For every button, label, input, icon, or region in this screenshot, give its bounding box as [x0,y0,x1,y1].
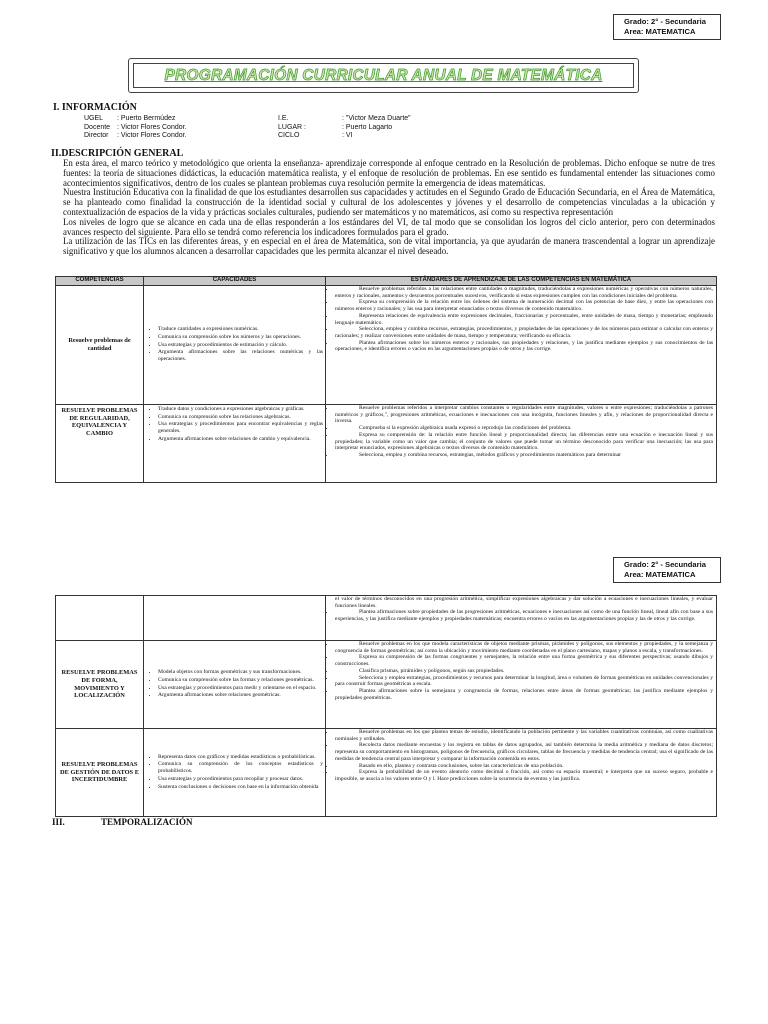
ciclo-value: : VI [342,132,353,140]
estandares-cell [326,286,717,405]
list-item: • Comunica su comprensión sobre los números y las operaciones. [158,334,323,341]
list-item: • Resuelve problemas en los que modela características de objetos mediante prismas, pirámides y polígonos, sus elementos y propiedades, y la semejanza y congruencia de formas geométricas; así como la ubicación y movimiento mediante coordenadas en el plano cartesiano, mapas y planos a escala, y transformaciones. [335,641,713,654]
list-item: • Usa estrategias y procedimientos para medir y orientarse en el espacio. [158,685,323,692]
list-item: • Usa estrategias y procedimientos para recopilar y procesar datos. [158,776,323,783]
list-item: • Argumenta afirmaciones sobre las relaciones numéricas y las operaciones. [158,349,323,362]
list-item: • Comunica su comprensión sobre las formas y relaciones geométricas. [158,677,323,684]
capacidades-cell [144,729,326,817]
ciclo-label: CICLO [278,132,300,140]
continued-text: el valor de términos desconocidos en una progresión aritmética, simplificar expresiones algebraicas y dar solución a ecuaciones e inecuaciones lineales, y evaluar funciones lineales. [335,596,713,609]
list-item: • Representa datos con gráficos y medidas estadísticas o probabilísticas. [158,754,323,761]
lugar-label: LUGAR : [278,123,307,131]
list-item: • Sustenta conclusiones o decisiones con base en la información obtenida [158,784,323,791]
list-item: • Comunica su comprensión sobre las relaciones algebraicas. [158,414,323,421]
area-label: Area: MATEMATICA [624,570,696,579]
info-values-left [117,115,187,141]
empty-cell [144,596,326,641]
estandares-cell [326,596,717,641]
table-row [56,596,717,641]
list-item: • Recolecta datos mediante encuestas y los registra en tablas de datos agrupados, así también determina la media aritmética y mediana de datos discretos; representa su comportamiento en histogramas, polígonos de frecuencia, gráficos circulares, tablas de frecuencia y medidas de tendencia central; usa el significado de las medidas de tendencia central para interpretar y comparar la información contenida en estos. [335,742,713,762]
empty-cell [56,596,144,641]
list-item: • Expresa su comprensión de la relación entre los órdenes del sistema de numeración decimal con las potencias de base diez, y entre las operaciones con números enteros y racionales; y las usa para interpretar enunciados o textos diversos de contenido matemático. [335,299,713,312]
list-item: • Resuelve problemas referidos a las relaciones entre cantidades o magnitudes, traduciéndolas a expresiones numéricas y operativas con números naturales, enteros y racionales, aumentos y descuentos porcentuales sucesivos, verificando si estas expresiones cumplen con las condiciones iniciales del problema. [335,286,713,299]
docente-value: : Victor Flores Condor. [117,123,187,131]
grade-label: Grado: 2° - Secundaria [624,17,706,26]
general-description [63,159,715,257]
temporalizacion-heading: TEMPORALIZACIÓN [101,817,193,827]
list-item: • Basado en ello, plantea y contrasta conclusiones, sobre las características de una población. [335,763,713,770]
ie-label: I.E. [278,115,289,122]
ugel-label: UGEL [84,115,104,122]
competencia-cell: RESUELVE PROBLEMAS DE FORMA, MOVIMIENTO Y LOCALIZACIÓN [56,641,144,729]
director-value: : Victor Flores Condor. [117,132,187,140]
list-item: • Traduce cantidades a expresiones numéricas. [158,326,323,333]
col-header: CAPACIDADES [144,277,326,286]
ie-value: : "Victor Meza Duarte" [342,115,411,122]
list-item: • Expresa la probabilidad de un evento aleatorio como decimal o fracción, así como su espacio muestral; e interpreta que un suceso seguro, probable e imposible, se asocia a los valores entre O y l. Hace predicciones sobre la ocurrencia de eventos y las justifica. [335,769,713,782]
list-item: • Usa estrategias y procedimientos para encontrar equivalencias y reglas generales. [158,421,323,434]
competencia-cell: RESUELVE PROBLEMAS DE GESTIÓN DE DATOS E INCERTIDUMBRE [56,729,144,817]
page-title: PROGRAMACIÓN CURRICULAR ANUAL DE MATEMÁTICA [133,63,634,88]
list-item: • Resuelve problemas en los que plantea temas de estudio, identificando la población pertinente y las variables cuantitativas continúas, así como cualitativas nominales y ordinales. [335,729,713,742]
capacidades-cell [144,641,326,729]
info-labels-left [84,115,110,141]
area-label: Area: MATEMATICA [624,27,696,36]
competencias-table [55,276,717,483]
grade-box [613,557,721,583]
list-item: • Selecciona, emplea y combina recursos, estrategias, procedimientos, y propiedades de las operaciones y de los números para estimar o calcular con enteros y racionales; y realizar conversiones entre unidades de masa, tiempo y temperatura; verificando su eficacia. [335,326,713,339]
paragraph: Los niveles de logro que se alcance en cada una de ellas responderán a los estándares del VI, de tal modo que se consolidan los logros del ciclo anterior, pero con determinados avances respecto del siguiente. Para ello se tendrá como referencia los indicadores formulados para el grado. [63,216,715,237]
info-values-right [342,115,411,141]
list-item: • Selecciona y emplea estrategias, procedimientos y recursos para determinar la longitud, área o volumen de formas geométricas en unidades convencionales y para construir formas geométricas a escala. [335,675,713,688]
capacidades-cell [144,405,326,483]
general-heading: II.DESCRIPCIÓN GENERAL [51,148,184,159]
paragraph: La utilización de las TICs en las diferentes áreas, y en especial en el área de Matemática, son de vital importancia, ya que ayudarán de manera trascendental a lograr un aprendizaje significativo y que los alumnos alcancen a desarrollar capacidades que les permita alcanzar el nivel deseado. [63,236,715,257]
list-item: • Representa relaciones de equivalencia entre expresiones decimales, fraccionarias y porcentuales, entre unidades de masa, tiempo y monetarias; empleando lenguaje matemático. [335,313,713,326]
list-item: • Argumenta afirmaciones sobre relaciones de cambio y equivalencia. [158,436,323,443]
col-header: ESTÁNDARES DE APRENDIZAJE DE LAS COMPETENCIAS EN MATEMÁTICA [326,277,717,286]
estandares-cell [326,641,717,729]
competencias-table-continued [55,595,717,817]
list-item: • Modela objetos con formas geométricas y sus transformaciones. [158,669,323,676]
temporalizacion-number: III. [52,817,65,827]
grade-label: Grado: 2° - Secundaria [624,560,706,569]
docente-label: Docente [84,123,111,131]
list-item: • Argumenta afirmaciones sobre relaciones geométricas. [158,692,323,699]
director-label: Director [84,132,109,140]
info-labels-right [278,115,306,141]
table-header-row [56,277,717,286]
paragraph: Nuestra Institución Educativa con la finalidad de que los estudiantes desarrollen sus capacidades y actitudes en el Segundo Grado de Educación Secundaria, en el Área de Matemática, se ha planteado como finalidad la construcción de la identidad social y cultural de los adolescentes y jóvenes y el desarrollo de competencias vinculadas a la ubicación y contextualización de espacios de la vida y prácticas sociales culturales, pudiendo ser matemáticos y no matemáticos, así como su respectiva representación [63,187,715,217]
list-item: • Selecciona, emplea y combina recursos, estrategias, métodos gráficos y procedimientos matemáticos para determinar [335,452,713,459]
estandares-cell [326,405,717,483]
list-item: • Plantea afirmaciones sobre propiedades de las progresiones aritméticas, ecuaciones e inecuaciones así como de una función lineal, lineal afín con base a sus experiencias, y las justifica mediante ejemplos y propiedades matemáticas; encuentra errores o vacíos en las argumentaciones propias y las de otros y las corrige. [335,609,713,622]
list-item: • Comunica su comprensión de los conceptos estadísticos y probabilísticos. [158,761,323,774]
list-item: • Clasifica prismas, pirámides y polígonos, según sus propiedades. [335,668,713,675]
table-row [56,286,717,405]
title-box [128,58,639,93]
table-row [56,405,717,483]
list-item: • Expresa su comprensión de las formas congruentes y semejantes, la relación entre una forma geométrica y sus diferentes perspectivas; usando dibujos y construcciones. [335,654,713,667]
list-item: • Usa estrategias y procedimientos de estimación y cálculo. [158,342,323,349]
table-row [56,641,717,729]
list-item: • Plantea afirmaciones sobre los números enteros y racionales, sus propiedades y relaciones, y las justifica mediante ejemplos y sus conocimientos de las operaciones, e identifica errores o vacíos en las argumentaciones propias o de otros y las corrige. [335,340,713,353]
lugar-value: : Puerto Lagarto [342,123,393,131]
ugel-value: : Puerto Bermúdez [117,115,176,122]
table-row [56,729,717,817]
grade-box [613,14,721,40]
list-item: • Comprueba si la expresión algebraica usada expresó o reprodujo las condiciones del problema. [335,425,713,432]
estandares-cell [326,729,717,817]
col-header: COMPETENCIAS [56,277,144,286]
paragraph: En esta área, el marco teórico y metodológico que orienta la enseñanza- aprendizaje corresponde al enfoque centrado en la Resolución de problemas. Dicho enfoque se nutre de tres fuentes: la teoría de situaciones didácticas, la educación matemática realista, y el enfoque de resolución de problemas. En ese sentido es fundamental entender las situaciones como acontecimientos significativos, dentro de los cuales se plantean problemas cuya resolución permite la emergencia de ideas matemáticas. [63,158,715,188]
list-item: • Traduce datos y condiciones a expresiones algebraicas y gráficas. [158,406,323,413]
list-item: • Resuelve problemas referidos a interpretar cambios constantes o regularidades entre magnitudes, valores o entre expresiones; traduciéndolas a patrones numéricos y gráficos,", progresiones aritméticas, ecuaciones e inecuaciones con una incógnita, funciones lineales y afín, y relaciones de proporcionalidad directa e inversa. [335,405,713,425]
list-item: • Expresa su comprensión de: la relación entre función lineal y proporcionalidad directa; las diferencias entre una ecuación e inecuación lineal y sus propiedades; la variable como un valor que cambia; el conjunto de valores que puede tomar un término desconocido para verificar una inecuación; las usa para interpretar enunciados, expresiones algebraicas o textos diversos de contenido matemático. [335,432,713,452]
competencia-cell: Resuelve problemas de cantidad [56,286,144,405]
competencia-cell: RESUELVE PROBLEMAS DE REGULARIDAD, EQUIVALENCIA Y CAMBIO [56,405,144,483]
capacidades-cell [144,286,326,405]
info-heading: I. INFORMACIÓN [53,102,137,113]
list-item: • Plantea afirmaciones sobre la semejanza y congruencia de formas, relaciones entre áreas de formas geométricas; las justifica mediante ejemplos y propiedades geométricas. [335,688,713,701]
